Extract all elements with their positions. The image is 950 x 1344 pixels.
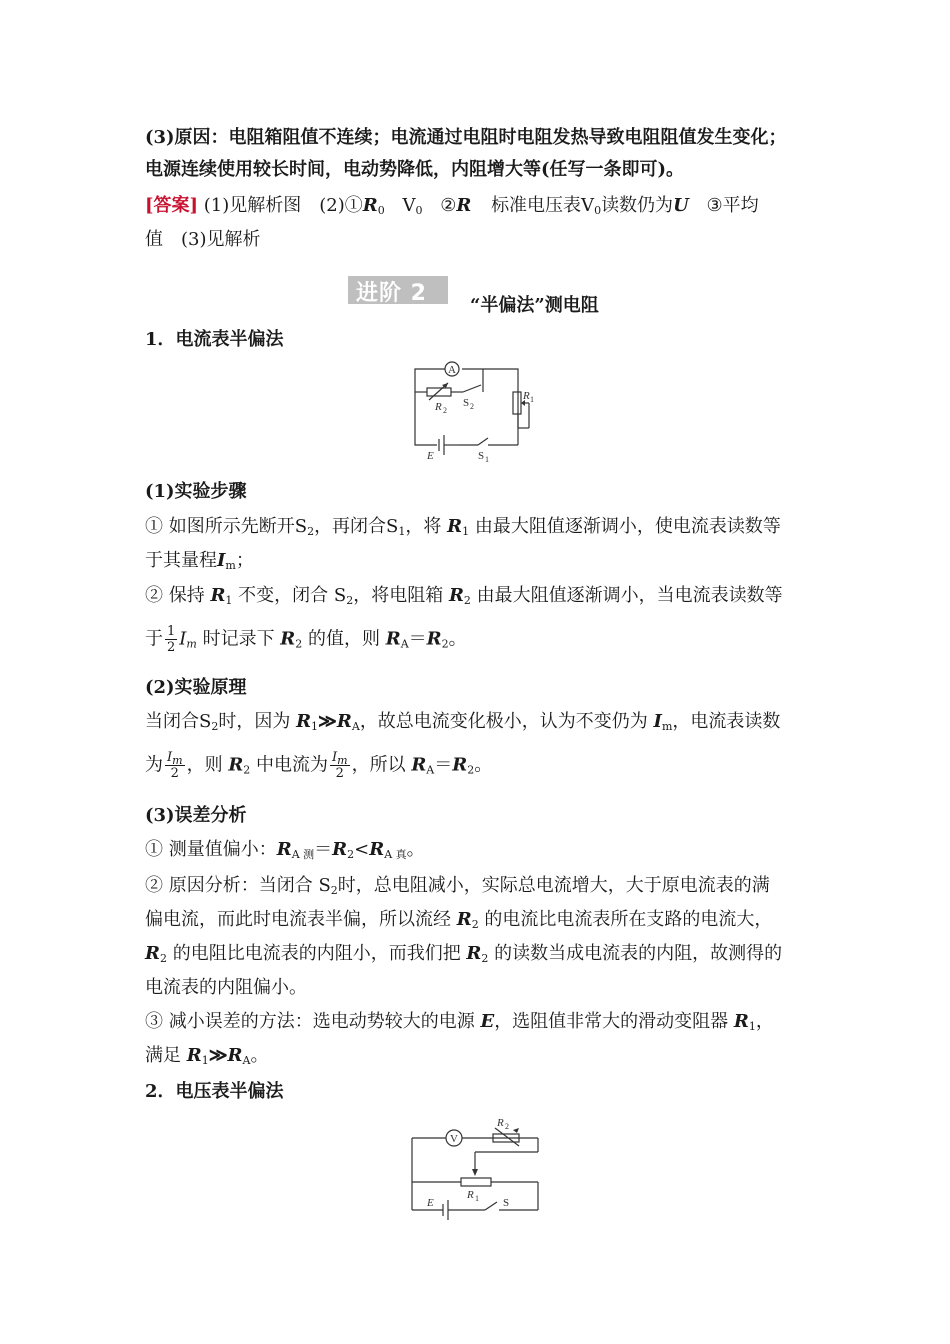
step-1-line-2: 于其量程$I_m$；	[145, 550, 254, 572]
svg-text:S: S	[463, 397, 470, 409]
svg-text:2: 2	[470, 402, 474, 411]
step-1-line-1: ① 如图所示先断开$S_2$，再闭合$S_1$，将 $R_1$ 由最大阻值逐渐调小，使电流表读数等	[145, 516, 781, 538]
error-line-2: ② 原因分析：当闭合 $S_2$时，总电阻减小，实际总电流增大，大于原电流表的满	[145, 875, 770, 897]
section-title: “半偏法”测电阻	[470, 295, 599, 316]
svg-text:R: R	[435, 401, 442, 413]
error-line-4: $R_2$ 的电阻比电流表的内阻小，而我们把 $R_2$ 的读数当成电流表的内阻，故测得的	[145, 943, 783, 965]
svg-text:2: 2	[443, 406, 447, 415]
error-line-1: ① 测量值偏小：$R_{A 测}=R_2<R_{A 真}$。	[145, 839, 425, 861]
step-2-line-2: 于 $\frac{1}{2}$ $I_m$ 时记录下 $R_2$ 的值，则 $R_A=R_2$。	[145, 624, 467, 655]
steps-title: (1)实验步骤	[145, 481, 247, 502]
error-title: (3)误差分析	[145, 805, 247, 826]
fraction-one-half: $\frac{1}{2}$	[167, 624, 176, 655]
ammeter-half-deflection-circuit	[405, 355, 545, 470]
svg-text:2: 2	[505, 1122, 509, 1131]
answer-line-2: 值 (3)见解析	[145, 229, 261, 250]
error-line-5: 电流表的内阻偏小。	[145, 977, 307, 998]
error-line-3: 偏电流，而此时电流表半偏，所以流经 $R_2$ 的电流比电流表所在支路的电流大，	[145, 909, 773, 931]
svg-text:R: R	[467, 1189, 474, 1201]
svg-text:1: 1	[530, 395, 534, 404]
voltmeter-label: V	[450, 1133, 458, 1145]
voltmeter-half-deflection-circuit	[405, 1112, 545, 1222]
part2-heading: 2．电压表半偏法	[145, 1081, 284, 1102]
svg-text:S: S	[478, 450, 485, 462]
principle-line-2: 为 $\frac{I_m}{2}$ ，则 $R_2$ 中电流为 $\frac{I_m}{2}$ ，所以 $R_A=R_2$。	[145, 750, 493, 781]
reason-line-2: 电源连续使用较长时间，电动势降低，内阻增大等(任写一条即可)。	[145, 159, 685, 180]
reason-line-1: (3)原因：电阻箱阻值不连续；电流通过电阻时电阻发热导致电阻阻值发生变化；	[145, 127, 787, 148]
section-banner: 进阶 2	[348, 276, 448, 304]
part1-heading: 1．电流表半偏法	[145, 329, 284, 350]
svg-text:R: R	[523, 390, 530, 402]
step-2-line-1: ② 保持 $R_1$ 不变，闭合 $S_2$，将电阻箱 $R_2$ 由最大阻值逐渐调小，当电流表读数等	[145, 585, 783, 607]
svg-text:1: 1	[485, 455, 489, 464]
error-line-7: 满足 $R_1≫R_A$。	[145, 1045, 269, 1067]
ammeter-label: A	[448, 364, 456, 376]
svg-text:S: S	[503, 1197, 510, 1209]
svg-text:1: 1	[475, 1194, 479, 1203]
answer-line-1: [答案] (1)见解析图 $(2)①R_0$ $V_0$ ②R 标准电压表$V_0$读数仍为U ③平均	[145, 195, 759, 217]
answer-tag: [答案]	[145, 195, 199, 216]
svg-text:E: E	[427, 1197, 434, 1209]
principle-title: (2)实验原理	[145, 677, 247, 698]
svg-text:E: E	[427, 450, 434, 462]
principle-line-1: 当闭合$S_2$时，因为 $R_1≫R_A$，故总电流变化极小，认为不变仍为 $I_m$，电流表读数	[145, 711, 781, 733]
error-line-6: ③ 减小误差的方法：选电动势较大的电源 E，选阻值非常大的滑动变阻器 $R_1$，	[145, 1011, 774, 1033]
svg-text:R: R	[497, 1117, 504, 1129]
